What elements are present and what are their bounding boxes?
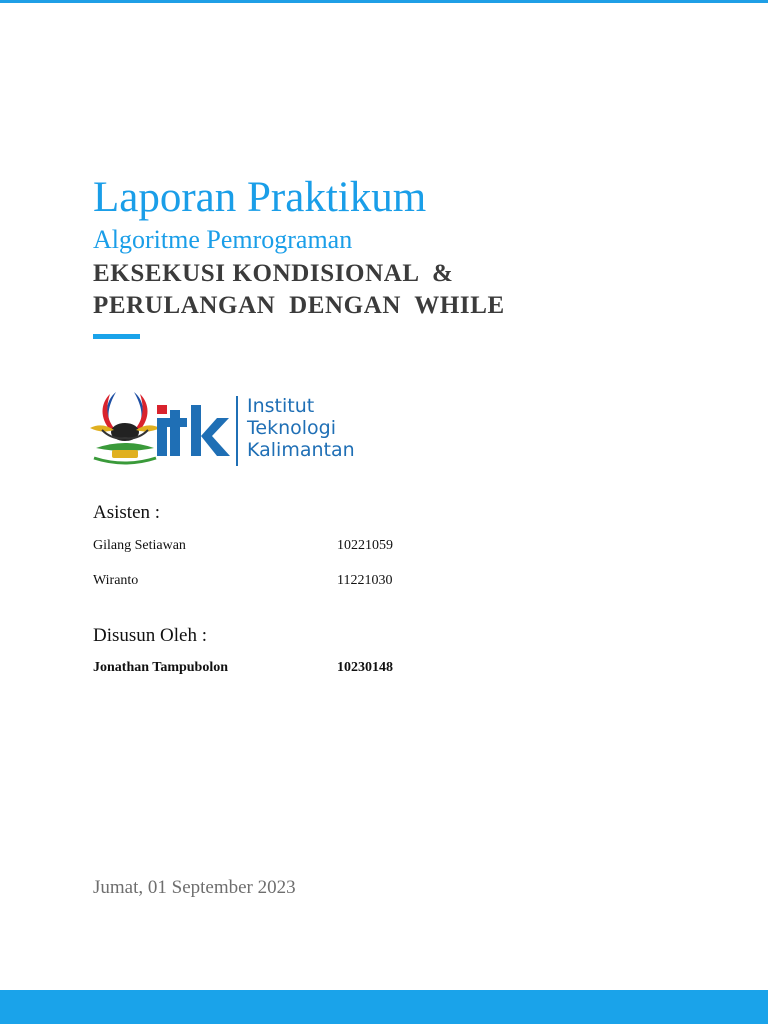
report-date: Jumat, 01 September 2023 (93, 877, 296, 898)
institution-name-line-1: Institut (247, 395, 315, 417)
report-topic (93, 258, 505, 322)
accent-bar (93, 334, 140, 339)
institution-name-line-2: Teknologi (247, 417, 336, 439)
course-subtitle: Algoritme Pemrograman (93, 225, 353, 254)
author-label: Disusun Oleh : (93, 625, 207, 646)
assistant-1-id: 10221059 (337, 538, 393, 553)
institution-name (247, 395, 355, 461)
assistant-1-name: Gilang Setiawan (93, 538, 186, 553)
institution-name-line-3: Kalimantan (247, 439, 355, 461)
author-id: 10230148 (337, 660, 393, 675)
author-name: Jonathan Tampubolon (93, 660, 229, 675)
assistant-2-id: 11221030 (337, 573, 393, 588)
topic-line-1: EKSEKUSI KONDISIONAL & (93, 260, 454, 287)
assistants-label: Asisten : (93, 502, 161, 523)
report-title: Laporan Praktikum (93, 174, 427, 221)
assistant-2-name: Wiranto (93, 573, 139, 588)
bottom-band (0, 990, 768, 1024)
topic-line-2: PERULANGAN DENGAN WHILE (93, 292, 505, 319)
itk-wordmark-icon (157, 405, 230, 456)
hornbill-emblem-icon (90, 392, 160, 463)
top-rule (0, 0, 768, 3)
